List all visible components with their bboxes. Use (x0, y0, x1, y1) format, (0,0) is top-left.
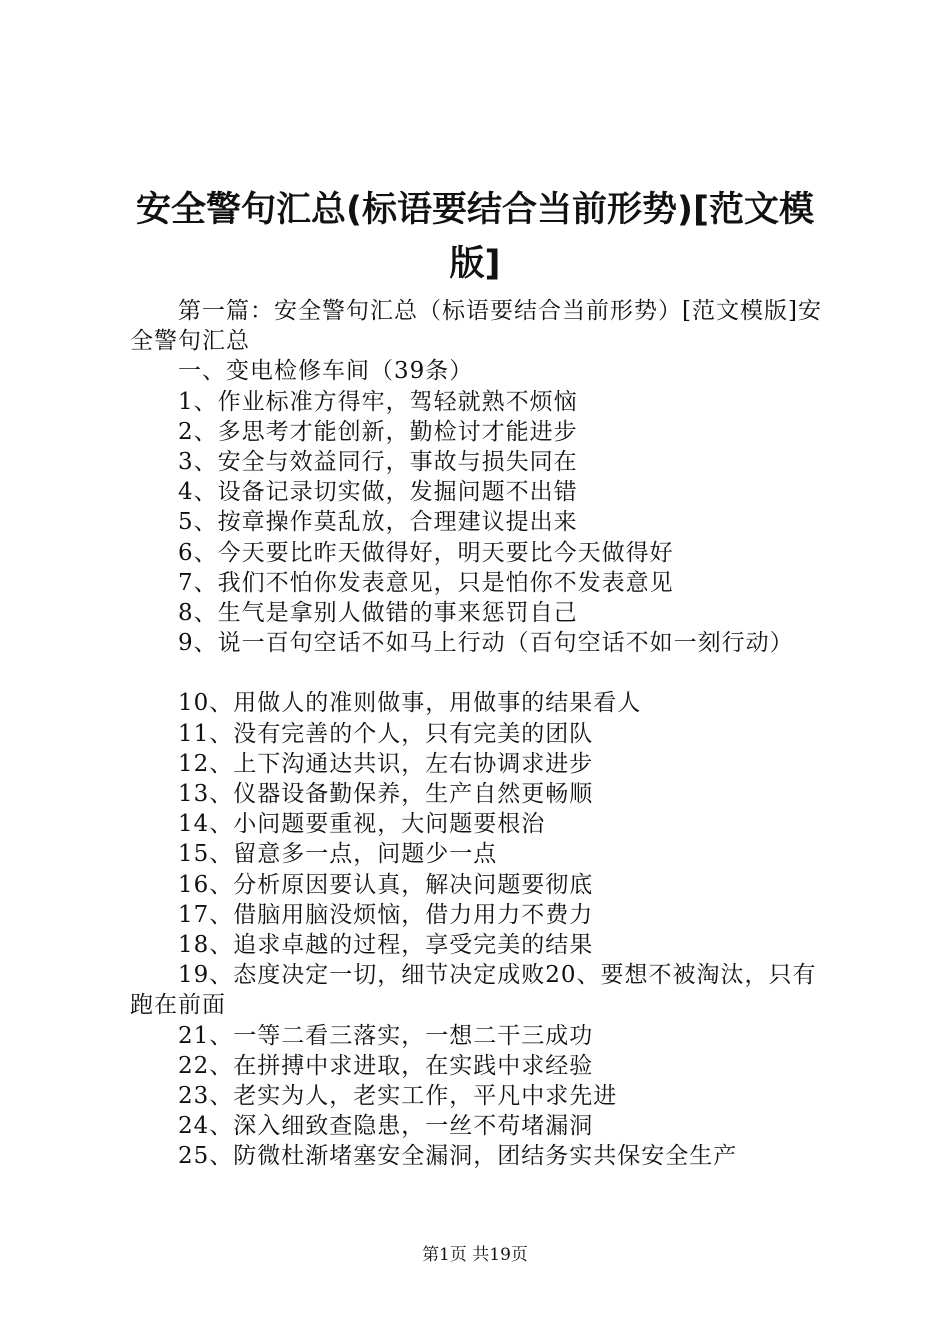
list-item: 7、我们不怕你发表意见，只是怕你不发表意见 (178, 569, 674, 596)
list-item: 8、生气是拿别人做错的事来惩罚自己 (178, 599, 578, 626)
blank-line (130, 658, 835, 688)
section-heading: 一、变电检修车间（39条） (178, 358, 474, 385)
list-item: 25、防微杜渐堵塞安全漏洞，团结务实共保安全生产 (178, 1143, 738, 1170)
list-item: 24、深入细致查隐患，一丝不苟堵漏洞 (178, 1113, 594, 1140)
list-item: 9、说一百句空话不如马上行动（百句空话不如一刻行动） (178, 630, 794, 657)
document-title: 安全警句汇总(标语要结合当前形势)[范文模版] (136, 190, 814, 284)
list-item: 12、上下沟通达共识，左右协调求进步 (178, 750, 594, 777)
list-item: 4、设备记录切实做，发掘问题不出错 (178, 479, 578, 506)
list-item: 21、一等二看三落实，一想二干三成功 (178, 1022, 594, 1049)
list-item: 10、用做人的准则做事，用做事的结果看人 (178, 690, 642, 717)
list-item: 17、借脑用脑没烦恼，借力用力不费力 (178, 901, 594, 928)
list-item: 5、按章操作莫乱放，合理建议提出来 (178, 509, 578, 536)
list-item: 16、分析原因要认真，解决问题要彻底 (178, 871, 594, 898)
list-item: 23、老实为人，老实工作，平凡中求先进 (178, 1082, 618, 1109)
list-item: 6、今天要比昨天做得好，明天要比今天做得好 (178, 539, 674, 566)
list-item: 11、没有完善的个人，只有完美的团队 (178, 720, 594, 747)
list-item: 18、追求卓越的过程，享受完美的结果 (178, 931, 594, 958)
list-item: 2、多思考才能创新，勤检讨才能进步 (178, 418, 578, 445)
list-item: 22、在拼搏中求进取，在实践中求经验 (178, 1052, 594, 1079)
list-item: 19、态度决定一切，细节决定成败20、要想不被淘汰，只有跑在前面 (130, 962, 817, 1019)
document-body (130, 296, 835, 1172)
list-item: 1、作业标准方得牢，驾轻就熟不烦恼 (178, 388, 578, 415)
list-item: 13、仪器设备勤保养，生产自然更畅顺 (178, 781, 594, 808)
list-item: 3、安全与效益同行，事故与损失同在 (178, 448, 578, 475)
intro-paragraph: 第一篇：安全警句汇总（标语要结合当前形势）[范文模版]安全警句汇总 (130, 298, 822, 355)
list-item: 14、小问题要重视，大问题要根治 (178, 811, 546, 838)
list-item: 15、留意多一点，问题少一点 (178, 841, 498, 868)
page-footer: 第1页 共19页 (422, 1245, 528, 1265)
